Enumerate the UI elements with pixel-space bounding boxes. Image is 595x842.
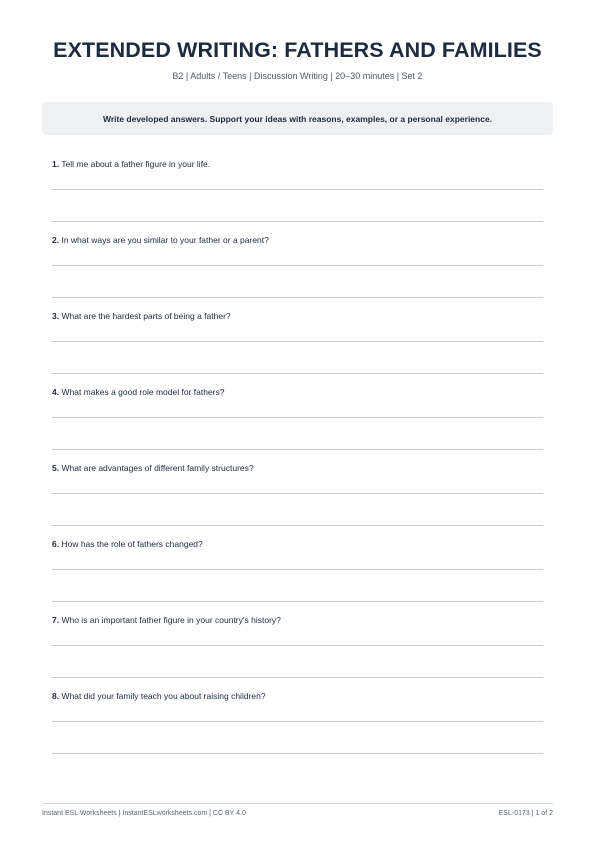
answer-line[interactable]: [52, 189, 543, 190]
question-number: 7.: [52, 615, 60, 625]
question-number: 2.: [52, 235, 60, 245]
question-text: [52, 387, 543, 397]
footer-divider: [42, 803, 553, 804]
question-item: [52, 691, 543, 767]
question-text: [52, 691, 543, 701]
answer-line[interactable]: [52, 417, 543, 418]
answer-line[interactable]: [52, 373, 543, 374]
question-item: [52, 235, 543, 311]
question-number: 4.: [52, 387, 60, 397]
question-prompt: Tell me about a father figure in your life.: [61, 159, 211, 169]
question-prompt: What are advantages of different family structures?: [61, 463, 254, 473]
question-prompt: In what ways are you similar to your father or a parent?: [61, 235, 269, 245]
question-item: [52, 311, 543, 387]
question-number: 5.: [52, 463, 60, 473]
question-prompt: What makes a good role model for fathers?: [61, 387, 225, 397]
instructions-text: Write developed answers. Support your ideas with reasons, examples, or a personal experience.: [102, 113, 493, 124]
footer-page-number: ESL-0173 | 1 of 2: [498, 810, 553, 817]
answer-line[interactable]: [52, 449, 543, 450]
question-text: [52, 159, 543, 169]
question-list: [52, 159, 543, 767]
question-prompt: Who is an important father figure in your country's history?: [61, 615, 281, 625]
question-item: [52, 463, 543, 539]
answer-line[interactable]: [52, 221, 543, 222]
answer-line[interactable]: [52, 645, 543, 646]
answer-line[interactable]: [52, 721, 543, 722]
answer-line[interactable]: [52, 601, 543, 602]
question-prompt: What did your family teach you about raising children?: [61, 691, 266, 701]
answer-line[interactable]: [52, 677, 543, 678]
question-prompt: How has the role of fathers changed?: [61, 539, 203, 549]
instructions-box: [42, 102, 553, 135]
answer-line[interactable]: [52, 341, 543, 342]
question-number: 8.: [52, 691, 60, 701]
page-title: EXTENDED WRITING: FATHERS AND FAMILIES: [53, 38, 542, 62]
footer-credit: Instant ESL Worksheets | InstantESLworksheets.com | CC BY 4.0: [42, 810, 246, 817]
question-item: [52, 387, 543, 463]
question-text: [52, 615, 543, 625]
answer-line[interactable]: [52, 525, 543, 526]
question-text: [52, 539, 543, 549]
question-text: [52, 463, 543, 473]
question-text: [52, 311, 543, 321]
question-text: [52, 235, 543, 245]
question-number: 6.: [52, 539, 60, 549]
answer-line[interactable]: [52, 753, 543, 754]
answer-line[interactable]: [52, 493, 543, 494]
question-number: 1.: [52, 159, 60, 169]
page-subtitle: B2 | Adults / Teens | Discussion Writing | 20–30 minutes | Set 2: [172, 71, 423, 81]
question-item: [52, 159, 543, 235]
question-item: [52, 615, 543, 691]
answer-line[interactable]: [52, 569, 543, 570]
answer-line[interactable]: [52, 265, 543, 266]
answer-line[interactable]: [52, 297, 543, 298]
question-prompt: What are the hardest parts of being a father?: [61, 311, 231, 321]
question-item: [52, 539, 543, 615]
question-number: 3.: [52, 311, 60, 321]
